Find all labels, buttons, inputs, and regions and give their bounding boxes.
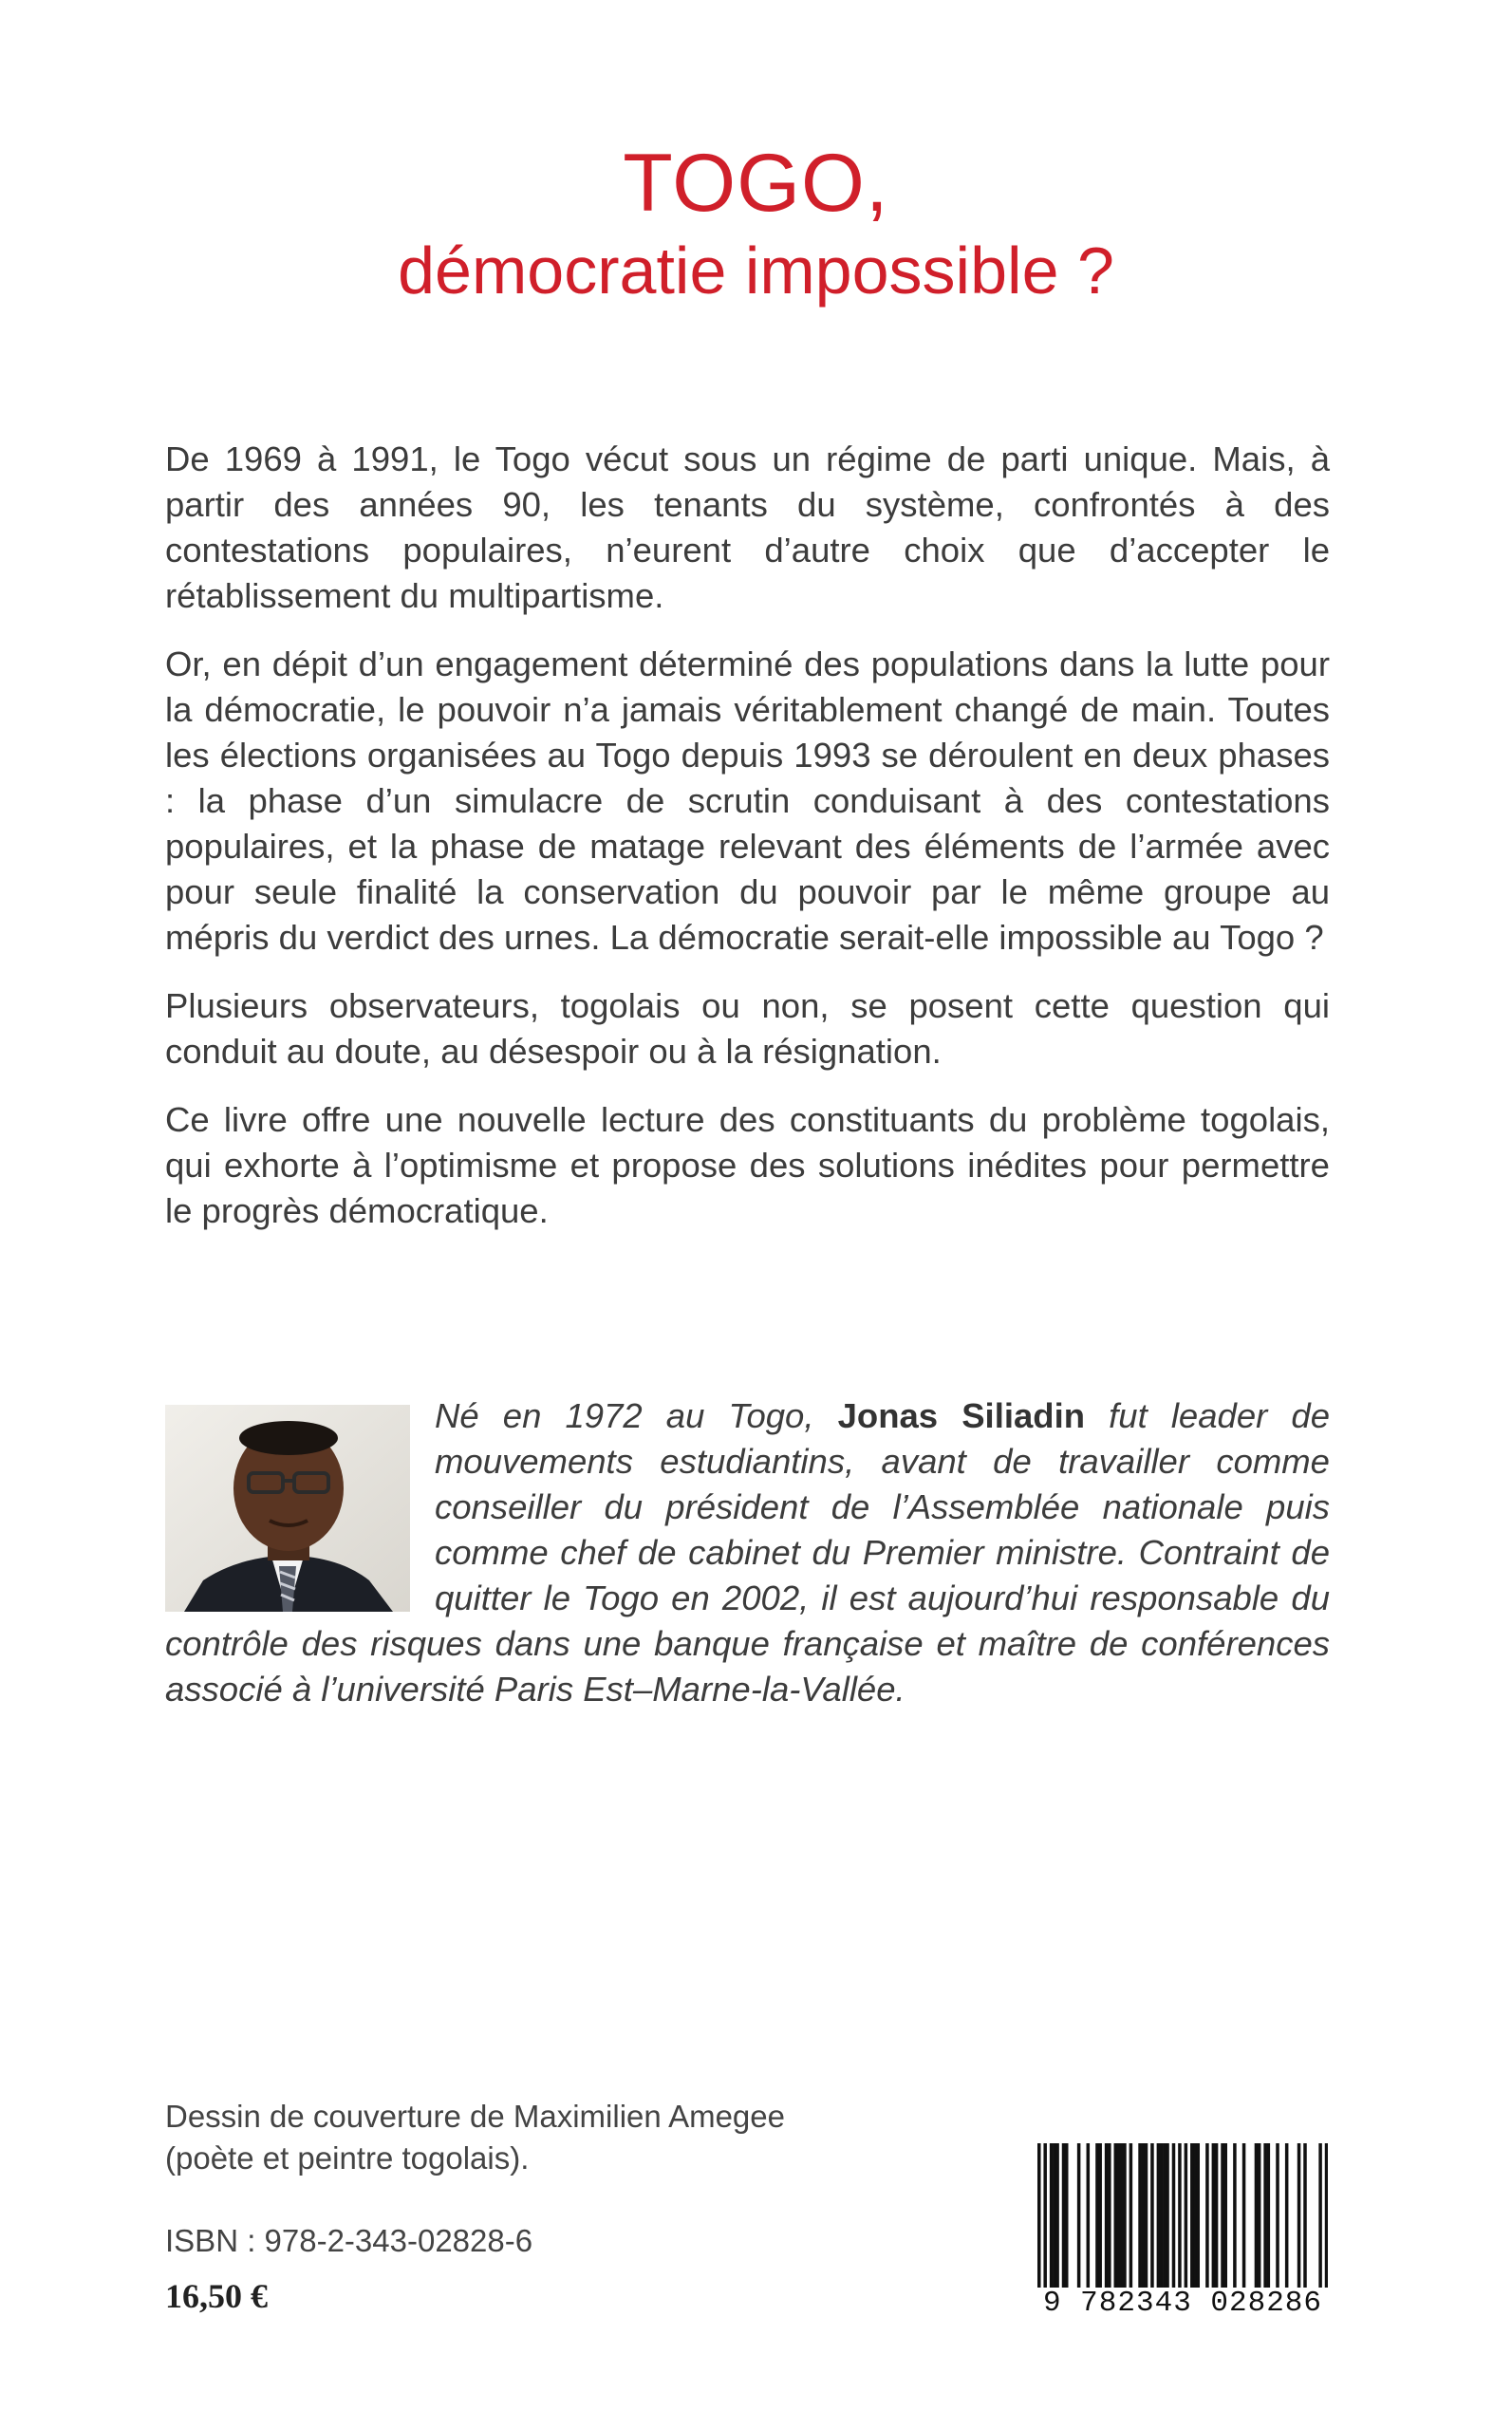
title-line-1: TOGO, [623,138,889,229]
book-title [0,138,1512,312]
barcode-bar [1037,2143,1041,2288]
barcode-bar [1145,2143,1148,2288]
author-bio-rest: fut leader de mouvements estudiantins, avant de travailler comme conseiller du président de l’Assemblée nationale puis comme chef de cabinet du Premier ministre. Contraint de quitter le Togo en 2002, il est aujourd’hui responsable du contrôle des risques dans une banque française et maître de conférences associé à l’université Paris Est–Marne-la-Vallée. [165,1396,1330,1709]
barcode-icon [1037,2143,1328,2288]
cover-credit-line-2: (poète et peintre togolais). [165,2140,530,2176]
barcode-bar [1055,2143,1059,2288]
author-portrait-icon [165,1405,410,1612]
summary-paragraph-4: Ce livre offre une nouvelle lecture des constituants du problème togolais, qui exhorte à l’optimisme et propose des solutions inédites pour permettre le progrès démocratique. [165,1100,1330,1230]
barcode-bar [1077,2143,1081,2288]
barcode-bar [1263,2143,1267,2288]
barcode [1037,2143,1328,2326]
barcode-bar [1258,2143,1261,2288]
barcode-bar [1065,2143,1069,2288]
summary-paragraph-2: Or, en dépit d’un engagement déterminé des populations dans la lutte pour la démocratie, le pouvoir n’a jamais véritablement changé de main. Toutes les élections organisées au Togo depuis 1993 se déroulent en deux phases : la phase d’un simulacre de scrutin conduisant à des contestations populaires, et la phase de matage relevant des éléments de l’armée avec pour seule finalité la conservation du pouvoir par le même groupe au mépris du verdict des urnes. La démocratie serait-elle impossible au Togo ? [165,645,1330,957]
barcode-bar [1120,2143,1124,2288]
barcode-bar [1108,2143,1111,2288]
barcode-bar [1185,2143,1188,2288]
barcode-bar [1318,2143,1322,2288]
barcode-bar [1062,2143,1066,2288]
barcode-bar [1150,2143,1154,2288]
barcode-bar [1087,2143,1091,2288]
cover-credit-line-1: Dessin de couverture de Maximilien Amegee [165,2099,785,2134]
barcode-bar [1114,2143,1118,2288]
summary-paragraph-1: De 1969 à 1991, le Togo vécut sous un régime de parti unique. Mais, à partir des années 90, les tenants du système, confrontés à des contestations populaires, n’eurent d’autre choix que d’accepter le rétablissement du multipartisme. [165,439,1330,615]
barcode-bar [1190,2143,1194,2288]
barcode-bar [1117,2143,1121,2288]
barcode-bar [1142,2143,1146,2288]
barcode-bar [1233,2143,1237,2288]
barcode-bar [1215,2143,1219,2288]
price: 16,50 € [165,2277,268,2315]
summary-paragraph-3: Plusieurs observateurs, togolais ou non, se posent cette question qui conduit au doute, au désespoir ou à la résignation. [165,986,1330,1071]
barcode-bar [1095,2143,1099,2288]
barcode-bar [1050,2143,1054,2288]
book-summary [165,437,1330,1257]
barcode-bar [1285,2143,1289,2288]
title-line-2: démocratie impossible ? [398,234,1114,308]
barcode-bar [1325,2143,1328,2288]
barcode-bar [1053,2143,1056,2288]
barcode-bar [1242,2143,1246,2288]
barcode-bar [1223,2143,1227,2288]
barcode-bar [1212,2143,1216,2288]
barcode-bar [1157,2143,1161,2288]
barcode-bar [1303,2143,1307,2288]
barcode-bar [1196,2143,1200,2288]
barcode-bar [1098,2143,1102,2288]
barcode-bar [1138,2143,1142,2288]
barcode-bar [1221,2143,1224,2288]
barcode-bar [1297,2143,1301,2288]
barcode-bar [1166,2143,1169,2288]
cover-credit [165,2096,830,2179]
barcode-bar [1255,2143,1259,2288]
barcode-digits: 9 782343 028286 [1042,2287,1323,2320]
author-photo [165,1405,410,1612]
barcode-bar [1172,2143,1176,2288]
author-bio-intro: Né en 1972 au Togo, [435,1396,838,1435]
barcode-bar [1043,2143,1047,2288]
barcode-bar [1193,2143,1197,2288]
barcode-bar [1163,2143,1167,2288]
author-name: Jonas Siliadin [837,1396,1086,1435]
barcode-bar [1129,2143,1133,2288]
isbn: ISBN : 978-2-343-02828-6 [165,2223,533,2258]
barcode-bar [1160,2143,1164,2288]
barcode-bar [1205,2143,1209,2288]
barcode-bar [1267,2143,1271,2288]
barcode-bar [1123,2143,1127,2288]
barcode-bar [1276,2143,1279,2288]
barcode-bar [1105,2143,1109,2288]
author-section [165,1393,1330,1712]
barcode-bar [1178,2143,1182,2288]
